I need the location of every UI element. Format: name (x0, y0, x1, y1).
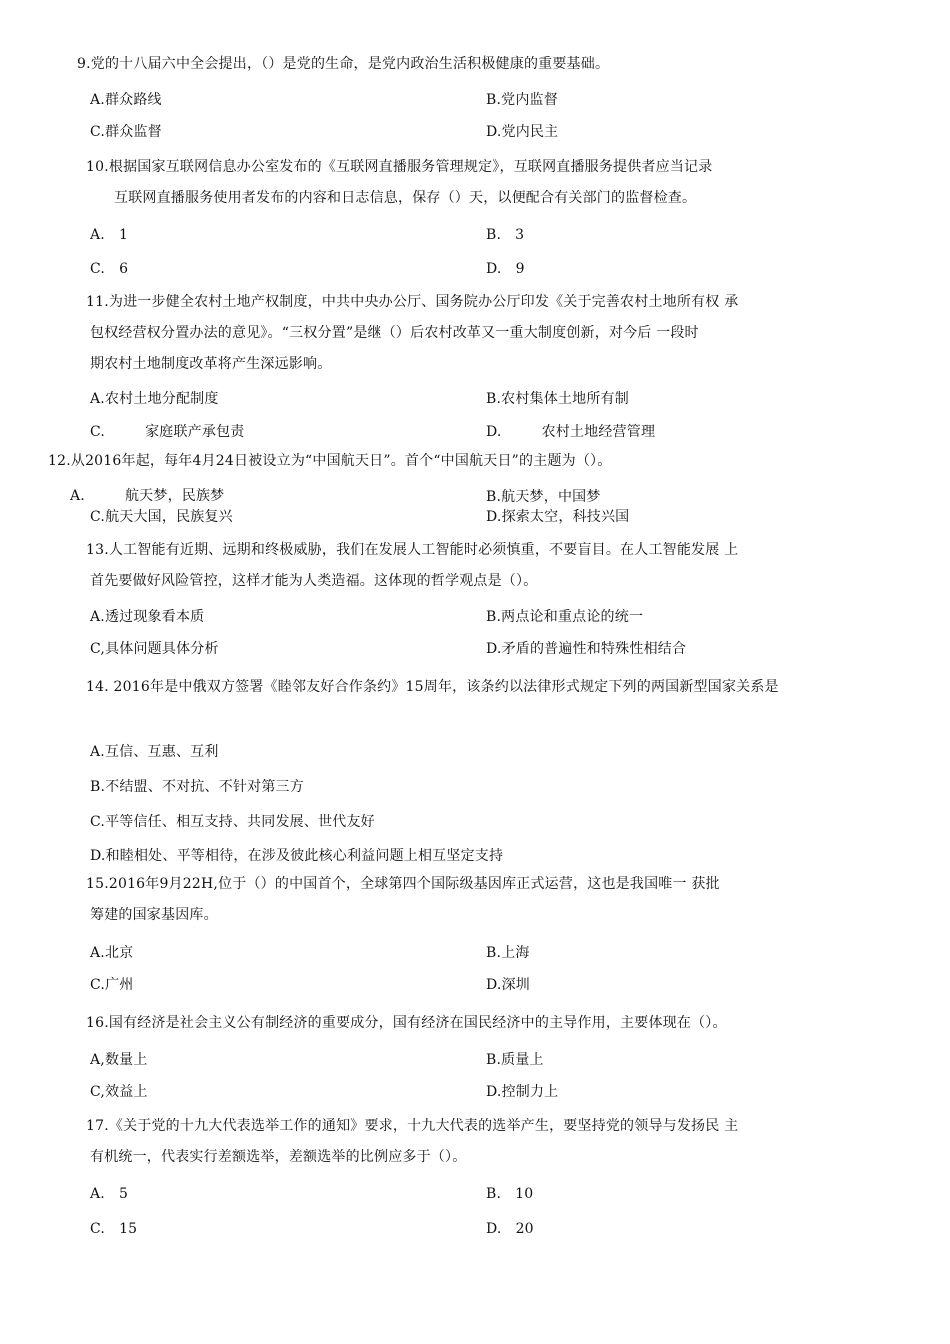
question-15-option-c: C.广州 (90, 977, 134, 993)
question-11-stem-line-3: 期农村土地制度改革将产生深远影响。 (90, 356, 332, 372)
question-14-option-c: C.平等信任、相互支持、共同发展、世代友好 (90, 814, 375, 830)
question-14-stem: 14. 2016年是中俄双方签署《睦邻友好合作条约》15周年，该条约以法律形式规定下列的两国新型国家关系是 (86, 679, 779, 695)
question-17-option-c: C. 15 (90, 1221, 138, 1237)
question-11-option-a: A.农村土地分配制度 (90, 391, 219, 407)
question-10-option-c: C. 6 (90, 261, 129, 277)
question-12-option-b: B.航天梦，中国梦 (486, 489, 601, 505)
question-17-option-d: D. 20 (486, 1221, 534, 1237)
question-11-stem-line-1: 11.为进一步健全农村土地产权制度，中共中央办公厅、国务院办公厅印发《关于完善农村土地所有权 承 (86, 294, 739, 310)
question-12-option-d: D.探索太空，科技兴国 (486, 509, 630, 525)
question-16-option-d: D.控制力上 (486, 1084, 559, 1100)
question-10-stem-line-2: 互联网直播服务使用者发布的内容和日志信息，保存（）天，以便配合有关部门的监督检查。 (114, 190, 697, 206)
question-10-option-b: B. 3 (486, 227, 525, 243)
question-9-stem: 9.党的十八届六中全会提出，（）是党的生命，是党内政治生活积极健康的重要基础。 (77, 56, 610, 72)
question-10-option-a: A. 1 (90, 227, 129, 243)
question-14-option-b: B.不结盟、不对抗、不针对第三方 (90, 779, 304, 795)
question-17-stem-line-1: 17.《关于党的十九大代表选举工作的通知》要求，十九大代表的选举产生，要坚持党的领导与发扬民 主 (86, 1118, 739, 1134)
question-15-option-b: B.上海 (486, 945, 530, 961)
question-9-option-d: D.党内民主 (486, 124, 559, 140)
question-13-option-d: D.矛盾的普遍性和特殊性相结合 (486, 641, 687, 657)
question-16-option-a: A,数量上 (90, 1052, 148, 1068)
question-14-option-a: A.互信、互惠、互利 (90, 744, 219, 760)
question-15-option-d: D.深圳 (486, 977, 530, 993)
question-14-option-d: D.和睦相处、平等相待，在涉及彼此核心利益问题上相互坚定支持 (90, 848, 504, 864)
question-16-stem: 16.国有经济是社会主义公有制经济的重要成分，国有经济在国民经济中的主导作用，主要体现在（）。 (86, 1015, 727, 1031)
question-13-option-c: C,具体问题具体分析 (90, 641, 219, 657)
question-10-stem-line-1: 10.根据国家互联网信息办公室发布的《互联网直播服务管理规定》，互联网直播服务提供者应当记录 (86, 159, 713, 175)
question-13-option-a: A.透过现象看本质 (90, 609, 205, 625)
question-9-option-a: A.群众路线 (90, 92, 162, 108)
question-11-stem-line-2: 包权经营权分置办法的意见》。“三权分置”是继（）后农村改革又一重大制度创新，对今后 一段时 (90, 325, 699, 341)
question-17-option-b: B. 10 (486, 1186, 534, 1202)
question-11-option-b: B.农村集体土地所有制 (486, 391, 629, 407)
question-15-option-a: A.北京 (90, 945, 134, 961)
question-17-option-a: A. 5 (90, 1186, 129, 1202)
question-12-option-a: A. 航天梦，民族梦 (70, 488, 225, 504)
question-16-option-b: B.质量上 (486, 1052, 544, 1068)
question-10-option-d: D. 9 (486, 261, 525, 277)
question-9-option-c: C.群众监督 (90, 124, 162, 140)
question-11-option-c: C. 家庭联产承包责 (90, 424, 245, 440)
question-11-option-d: D. 农村土地经营管理 (486, 424, 656, 440)
question-9-option-b: B.党内监督 (486, 92, 558, 108)
question-17-stem-line-2: 有机统一，代表实行差额选举，差额选举的比例应多于（）。 (90, 1149, 467, 1165)
question-13-stem-line-2: 首先要做好风险管控，这样才能为人类造福。这体现的哲学观点是（）。 (90, 573, 538, 589)
question-12-stem: 12.从2016年起，每年4月24日被设立为“中国航天日”。首个“中国航天日”的主题为（）。 (48, 453, 612, 469)
question-15-stem-line-2: 筹建的国家基因库。 (90, 907, 218, 923)
question-12-option-c: C.航天大国，民族复兴 (90, 509, 233, 525)
question-13-stem-line-1: 13.人工智能有近期、远期和终极威胁，我们在发展人工智能时必须慎重，不要盲目。在人工智能发展 上 (86, 542, 739, 558)
question-16-option-c: C,效益上 (90, 1084, 148, 1100)
question-13-option-b: B.两点论和重点论的统一 (486, 609, 644, 625)
question-15-stem-line-1: 15.2016年9月22H,位于（）的中国首个，全球第四个国际级基因库正式运营，这也是我国唯一 获批 (86, 876, 720, 892)
